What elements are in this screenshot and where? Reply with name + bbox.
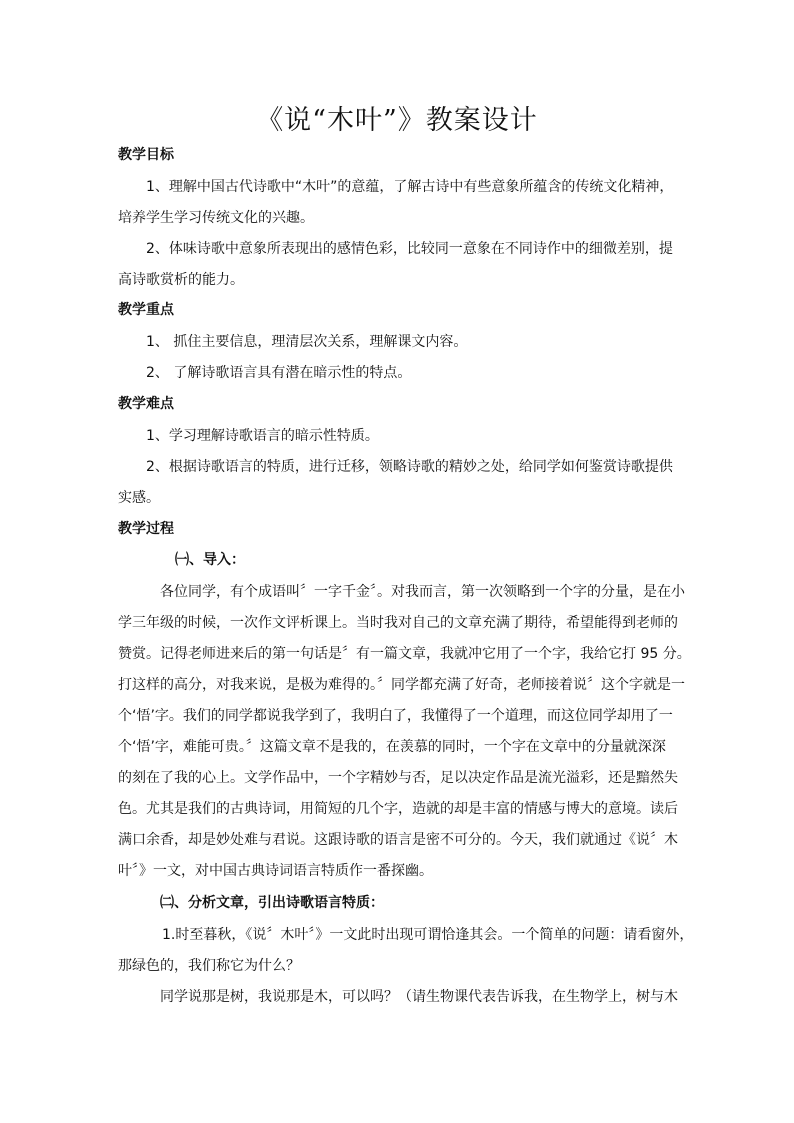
paragraph-line: 2、根据诗歌语言的特质，进行迁移，领略诗歌的精妙之处，给同学如何鉴赏诗歌提供 (146, 459, 673, 475)
section-heading-objectives: 教学目标 (118, 147, 174, 163)
paragraph-line: 1.时至暮秋，《说〞木叶〞》一文此时出现可谓恰逢其会。一个简单的问题：请看窗外， (162, 927, 694, 943)
subheading-intro: ㈠、导入： (175, 552, 245, 568)
paragraph-line: 1、学习理解诗歌语言的暗示性特质。 (146, 428, 379, 444)
paragraph-line: 实感。 (118, 490, 160, 506)
paragraph-line: 1、理解中国古代诗歌中“木叶”的意蕴，了解古诗中有些意象所蕴含的传统文化精神， (146, 179, 674, 195)
paragraph-line: 的刻在了我的心上。文学作品中，一个字精妙与否，足以决定作品是流光溢彩，还是黯然失 (118, 770, 678, 786)
paragraph-line: 学三年级的时候，一次作文评析课上。当时我对自己的文章充满了期待，希望能得到老师的 (118, 615, 678, 631)
section-heading-process: 教学过程 (118, 521, 174, 537)
paragraph-line: 高诗歌赏析的能力。 (118, 272, 244, 288)
paragraph-line: 个‘悟’字。我们的同学都说我学到了，我明白了，我懂得了一个道理，而这位同学却用了一 (118, 708, 673, 724)
paragraph-line: 个‘悟’字，难能可贵。〞这篇文章不是我的，在羡慕的同时，一个字在文章中的分量就深深 (118, 739, 666, 755)
paragraph-line: 满口余香，却是妙处难与君说。这跟诗歌的语言是密不可分的。今天，我们就通过《说〞木 (118, 832, 678, 848)
subheading-analysis: ㈡、分析文章，引出诗歌语言特质： (160, 895, 384, 911)
paragraph-line: 2、体味诗歌中意象所表现出的感情色彩，比较同一意象在不同诗作中的细微差别，提 (146, 241, 673, 257)
section-heading-key-points: 教学重点 (118, 302, 174, 318)
paragraph-line: 1、 抓住主要信息，理清层次关系，理解课文内容。 (146, 334, 468, 350)
paragraph-line: 各位同学，有个成语叫〞一字千金〞。对我而言，第一次领略到一个字的分量，是在小 (160, 584, 685, 600)
paragraph-line: 2、 了解诗歌语言具有潜在暗示性的特点。 (146, 365, 412, 381)
paragraph-line: 色。尤其是我们的古典诗词，用简短的几个字，造就的却是丰富的情感与博大的意境。读后 (118, 801, 678, 817)
paragraph-line: 叶〞》一文，对中国古典诗词语言特质作一番探幽。 (118, 863, 433, 879)
paragraph-line: 培养学生学习传统文化的兴趣。 (118, 210, 314, 226)
paragraph-line: 那绿色的，我们称它为什么？ (118, 958, 300, 974)
paragraph-line: 同学说那是树，我说那是木，可以吗？（请生物课代表告诉我，在生物学上，树与木 (160, 989, 678, 1005)
paragraph-line: 赞赏。记得老师进来后的第一句话是〞有一篇文章，我就冲它用了一个字，我给它打 95 分。 (118, 646, 691, 662)
section-heading-difficulties: 教学难点 (118, 396, 174, 412)
paragraph-line: 打这样的高分，对我来说，是极为难得的。〞同学都充满了好奇，老师接着说〞这个字就是一 (118, 677, 685, 693)
document-title: 《说“木叶”》教案设计 (256, 105, 538, 136)
